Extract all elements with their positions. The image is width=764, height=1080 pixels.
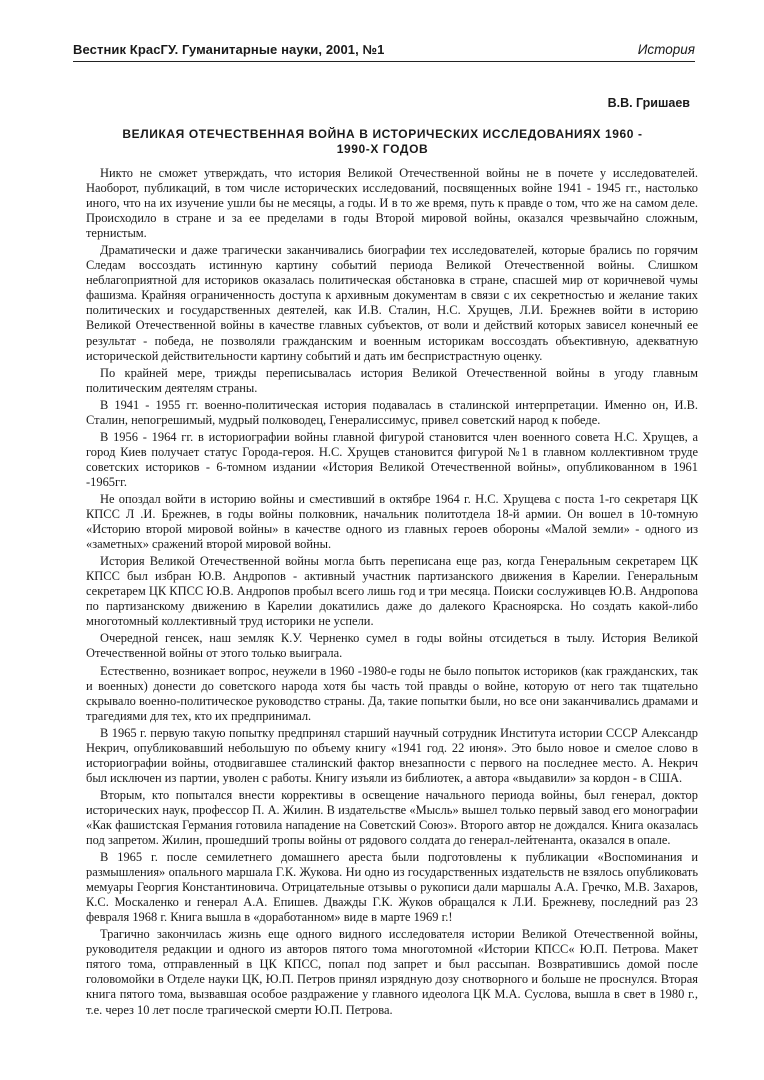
article-body xyxy=(86,166,698,1020)
paragraph: По крайней мере, трижды переписывалась история Великой Отечественной войны в угоду главным политическим деятелям страны. xyxy=(86,365,698,395)
paragraph: Естественно, возникает вопрос, неужели в 1960 -1980-е годы не было попыток историков (как гражданских, так и военных) донести до советского народа хотя бы часть той правды о войне, которую от него так тщательно скрывало военно-политическое руководство страны. Да, такие попытки были, но все они заканчивались драмами и трагедиями для тех, кто их предпринимал. xyxy=(86,663,698,723)
article-title: ВЕЛИКАЯ ОТЕЧЕСТВЕННАЯ ВОЙНА В ИСТОРИЧЕСКИХ ИССЛЕДОВАНИЯХ 1960 - 1990-Х ГОДОВ xyxy=(122,127,643,156)
journal-title: Вестник КрасГУ. Гуманитарные науки, 2001, №1 xyxy=(73,42,385,57)
paragraph: Вторым, кто попытался внести коррективы в освещение начального периода войны, был генерал, доктор исторических наук, профессор П. А. Жилин. В издательстве «Мысль» вышел только первый завод его монографии «Как фашистская Германия готовила нападение на Советский Союз». Второго автор не дождался. Книга оказалась под запретом. Жилин, прошедший тропы войны от рядового солдата до генерал-лейтенанта, оказался в опале. xyxy=(86,787,698,848)
paragraph: Трагично закончилась жизнь еще одного видного исследователя истории Великой Отечественной войны, руководителя редакции и одного из авторов пятого тома многотомной «Истории КПСС« Ю.П. Петрова. Макет пятого тома, отправленный в ЦК КПСС, попал под запрет и был рассыпан. Возвратившись домой после головомойки в Отделе науки ЦК, Ю.П. Петров принял изрядную дозу снотворного и больше не проснулся. Вторая книга пятого тома, вызвавшая особое раздражение у главного идеолога ЦК М.А. Суслова, вышла в свет в 1980 г., т.е. через 10 лет после трагической смерти Ю.П. Петрова. xyxy=(86,927,698,1017)
paragraph: Очередной генсек, наш земляк К.У. Черненко сумел в годы войны отсидеться в тылу. История Великой Отечественной войны от этого только выиграла. xyxy=(86,631,698,661)
paragraph: В 1965 г. после семилетнего домашнего ареста были подготовлены к публикации «Воспоминания и размышления» опального маршала Г.К. Жукова. Ни одно из государственных издательств не взялось опубликовать мемуары Георгия Константиновича. Отрицательные отзывы о рукописи дали маршалы А.А. Гречко, М.В. Захаров, К.С. Москаленко и генерал А.А. Епишев. Дважды Г.К. Жуков обращался к Л.И. Брежневу, последний раз 23 февраля 1968 г. Книга вышла в «доработанном» виде в марте 1969 г.! xyxy=(86,850,698,925)
header-rule xyxy=(73,61,695,62)
paragraph: Не опоздал войти в историю войны и сместивший в октябре 1964 г. Н.С. Хрущева с поста 1-го секретаря ЦК КПСС Л .И. Брежнев, в годы войны полковник, начальник политотдела 18-й армии. Он вошел в 10-томную «Историю второй мировой войны» в качестве одного из главных героев обороны «Малой земли» - одного из «заметных» сражений второй мировой войны. xyxy=(86,491,698,552)
paragraph: В 1941 - 1955 гг. военно-политическая история подавалась в сталинской интерпретации. Именно он, И.В. Сталин, непогрешимый, мудрый полководец, Генералиссимус, привел советский народ к победе. xyxy=(86,397,698,427)
article-author: В.В. Гришаев xyxy=(607,96,690,110)
paragraph: Драматически и даже трагически заканчивались биографии тех исследователей, которые брались по горячим Следам воссоздать истинную картину событий периода Великой Отечественной войны. Слишком неблагоприятной для историков оказалась политическая обстановка в стране, спасшей мир от коричневой чумы фашизма. Крайняя ограниченность доступа к архивным документам в связи с их секретностью и желание таких политических и государственных деятелей, как И.В. Сталин, Н.С. Хрущев, Л.И. Брежнев войти в историю Великой Отечественной войны в качестве главных субъектов, от воли и действий которых зависел конечный ее результат - победа, не позволяли гражданским и военным историкам воссоздать объективную, адекватную исторической действительности картину событий и дать им беспристрастную оценку. xyxy=(86,243,698,363)
section-name: История xyxy=(637,42,695,57)
paragraph: Никто не сможет утверждать, что история Великой Отечественной войны не в почете у исследователей. Наоборот, публикаций, в том числе исторических исследований, посвященных войне 1941 - 1945 гг., настолько иного, что на их изучение ушли бы не месяцы, а годы. И в то же время, путь к правде о том, что же на самом деле. Происходило в стране и за ее пределами в годы Второй мировой войны, оказался чрезвычайно сложным, тернистым. xyxy=(86,166,698,241)
paragraph: В 1956 - 1964 гг. в историографии войны главной фигурой становится член военного совета Н.С. Хрущев, а город Киев получает статус Города-героя. Н.С. Хрущев становится фигурой №1 в главном коллективном труде советских историков - 6-томном издании «История Великой Отечественной войны», опубликованном в 1961 -1965гг. xyxy=(86,429,698,489)
running-header xyxy=(73,40,695,60)
paragraph: История Великой Отечественной войны могла быть переписана еще раз, когда Генеральным секретарем ЦК КПСС был избран Ю.В. Андропов - активный участник партизанского движения в Карелии. Генеральным секретарем ЦК КПСС Ю.В. Андропов пробыл всего лишь год и три месяца. Поиски сослуживцев Ю.В. Андропова по партизанскому движению в Карелии докатились даже до далекого Красноярска. Но создать какой-либо многотомный коллективный труд историки не успели. xyxy=(86,554,698,629)
paragraph: В 1965 г. первую такую попытку предпринял старший научный сотрудник Института истории СССР Александр Некрич, опубликовавший небольшую по объему книгу «1941 год. 22 июня». Это было новое и смелое слово в историографии войны, отодвигавшее сталинский фактор внезапности с первого на последнее место. А. Некрич был исключен из партии, уволен с работы. Книгу изъяли из библиотек, а автора «выдавили» за кордон - в США. xyxy=(86,725,698,785)
